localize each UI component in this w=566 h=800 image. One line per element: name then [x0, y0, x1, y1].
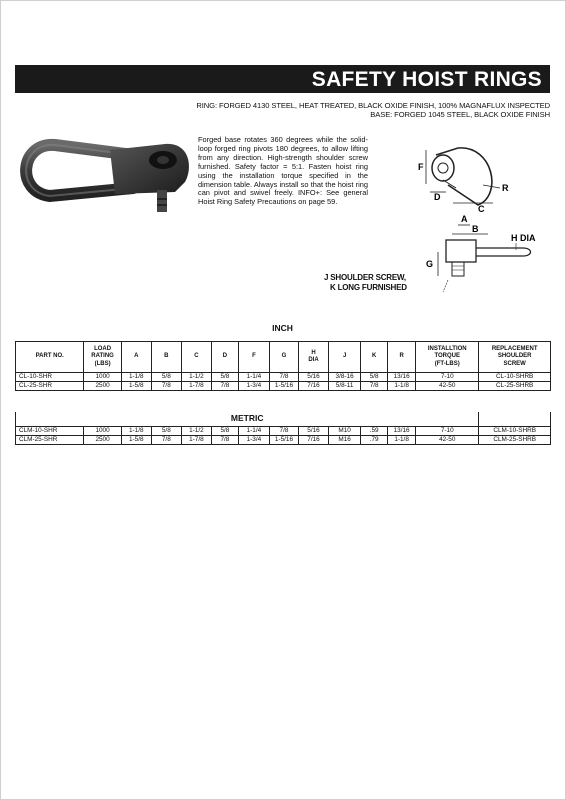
- table-cell: M10: [329, 427, 361, 436]
- column-header: [361, 342, 388, 373]
- callout-j: J SHOULDER SCREW,: [324, 273, 406, 282]
- table-cell: CL-10-SHRB: [479, 373, 551, 382]
- table-cell: 42-50: [416, 436, 479, 445]
- spec-ring: RING: FORGED 4130 STEEL, HEAT TREATED, BLACK OXIDE FINISH, 100% MAGNAFLUX INSPECTED: [196, 101, 550, 110]
- table-cell: CLM-25-SHR: [16, 436, 84, 445]
- column-header-line: RATING: [91, 353, 114, 360]
- column-header: [16, 342, 84, 373]
- metric-table: [15, 412, 551, 445]
- table-cell: 1-1/8: [388, 382, 416, 391]
- column-header-line: H: [311, 349, 316, 356]
- table-cell: 1-1/4: [238, 373, 269, 382]
- inch-section-title: INCH: [272, 323, 293, 333]
- metric-header-spacer: [479, 412, 551, 427]
- column-header-line: (LBS): [94, 360, 111, 367]
- table-cell: 1-3/4: [238, 382, 269, 391]
- table-cell: 1-1/8: [121, 373, 151, 382]
- table-cell: 5/8: [151, 373, 181, 382]
- table-cell: 7/16: [298, 382, 328, 391]
- table-cell: 7/8: [269, 427, 298, 436]
- column-header-line: C: [194, 353, 199, 360]
- table-cell: 1-5/16: [269, 436, 298, 445]
- table-cell: .79: [361, 436, 388, 445]
- column-header: [181, 342, 211, 373]
- column-header: [269, 342, 298, 373]
- table-cell: 1-1/8: [388, 436, 416, 445]
- column-header-line: D: [222, 353, 228, 360]
- column-header-line: R: [399, 353, 404, 360]
- table-cell: 1-5/16: [269, 382, 298, 391]
- table-cell: 1-5/8: [121, 382, 151, 391]
- column-header-line: INSTALLTION: [427, 345, 467, 352]
- label-g: G: [426, 259, 434, 269]
- table-row: [16, 382, 551, 391]
- column-header-line: K: [371, 353, 377, 360]
- column-header-line: F: [252, 353, 256, 360]
- table-cell: M16: [329, 436, 361, 445]
- column-header-line: SHOULDER: [497, 353, 532, 360]
- column-header: [388, 342, 416, 373]
- table-cell: 5/8: [361, 373, 388, 382]
- table-cell: 7-10: [416, 373, 479, 382]
- label-f: F: [418, 162, 424, 172]
- table-cell: 5/8: [211, 373, 238, 382]
- label-a: A: [461, 214, 468, 224]
- product-description: Forged base rotates 360 degrees while the solid-loop forged ring pivots 180 degrees, to allow lifting from any direction. High-strength shoulder screw furnished. Safety factor = 5:1. Fasten hoist ring using the installation torque specified in the dimension table. Always install so that the hoist ring can pivot and swivel freely. INFO+: See general Hoist Ring Safety Precautions on page 59.: [198, 135, 368, 207]
- table-cell: 1-1/4: [238, 427, 269, 436]
- table-header-row: [16, 342, 551, 373]
- column-header: [211, 342, 238, 373]
- column-header: [151, 342, 181, 373]
- title-bar: [15, 65, 550, 93]
- table-row: [16, 436, 551, 445]
- column-header-line: (FT-LBS): [434, 360, 460, 367]
- column-header: [479, 342, 551, 373]
- hoist-ring-photo: [15, 130, 195, 235]
- table-cell: 7/16: [298, 436, 328, 445]
- column-header: [329, 342, 361, 373]
- table-cell: 7/8: [269, 373, 298, 382]
- table-cell: 5/16: [298, 373, 328, 382]
- column-header-line: J: [342, 353, 347, 360]
- table-cell: CL-25-SHRB: [479, 382, 551, 391]
- table-cell: 42-50: [416, 382, 479, 391]
- table-cell: 1-1/2: [181, 373, 211, 382]
- table-cell: 3/8-16: [329, 373, 361, 382]
- column-header-line: SCREW: [503, 360, 526, 367]
- table-cell: 1-7/8: [181, 436, 211, 445]
- column-header: [298, 342, 328, 373]
- table-cell: 7/8: [211, 382, 238, 391]
- label-d: D: [434, 192, 441, 202]
- column-header-line: DIA: [308, 357, 319, 363]
- table-cell: 1000: [84, 373, 121, 382]
- column-header: [416, 342, 479, 373]
- label-c: C: [478, 204, 485, 214]
- table-cell: CLM-10-SHRB: [479, 427, 551, 436]
- column-header-line: A: [134, 353, 139, 360]
- spec-table: [15, 341, 551, 391]
- table-cell: 7-10: [416, 427, 479, 436]
- table-cell: 7/8: [211, 436, 238, 445]
- table-cell: 1-3/4: [238, 436, 269, 445]
- table-cell: 1-5/8: [121, 436, 151, 445]
- label-b: B: [472, 224, 479, 234]
- table-cell: 7/8: [151, 382, 181, 391]
- table-cell: CLM-25-SHRB: [479, 436, 551, 445]
- column-header: [84, 342, 121, 373]
- column-header-line: LOAD: [94, 345, 112, 352]
- table-cell: 1-1/2: [181, 427, 211, 436]
- column-header-line: PART NO.: [35, 353, 64, 360]
- page-title: SAFETY HOIST RINGS: [311, 68, 542, 91]
- column-header-line: G: [281, 353, 287, 360]
- table-cell: 2500: [84, 382, 121, 391]
- column-header-line: REPLACEMENT: [491, 345, 538, 352]
- table-cell: 5/16: [298, 427, 328, 436]
- table-cell: .59: [361, 427, 388, 436]
- metric-section-title: METRIC: [16, 412, 479, 427]
- table-cell: 1000: [84, 427, 121, 436]
- table-cell: 1-1/8: [121, 427, 151, 436]
- table-cell: 5/8: [151, 427, 181, 436]
- column-header-line: B: [164, 353, 169, 360]
- table-cell: 5/8: [211, 427, 238, 436]
- label-h: H DIA: [511, 233, 536, 243]
- callout-k: K LONG FURNISHED: [330, 283, 407, 292]
- column-header-line: TORQUE: [434, 353, 461, 360]
- table-cell: CL-10-SHR: [16, 373, 84, 382]
- table-cell: 13/16: [388, 373, 416, 382]
- table-row: [16, 373, 551, 382]
- table-row: [16, 427, 551, 436]
- table-cell: 1-7/8: [181, 382, 211, 391]
- column-header: [238, 342, 269, 373]
- table-cell: CLM-10-SHR: [16, 427, 84, 436]
- table-cell: 7/8: [151, 436, 181, 445]
- metric-header-row: [16, 412, 551, 427]
- table-cell: 2500: [84, 436, 121, 445]
- table-cell: CL-25-SHR: [16, 382, 84, 391]
- table-cell: 13/16: [388, 427, 416, 436]
- label-r: R: [502, 183, 509, 193]
- table-cell: 7/8: [361, 382, 388, 391]
- table-cell: 5/8-11: [329, 382, 361, 391]
- spec-base: BASE: FORGED 1045 STEEL, BLACK OXIDE FINISH: [370, 110, 550, 119]
- column-header: [121, 342, 151, 373]
